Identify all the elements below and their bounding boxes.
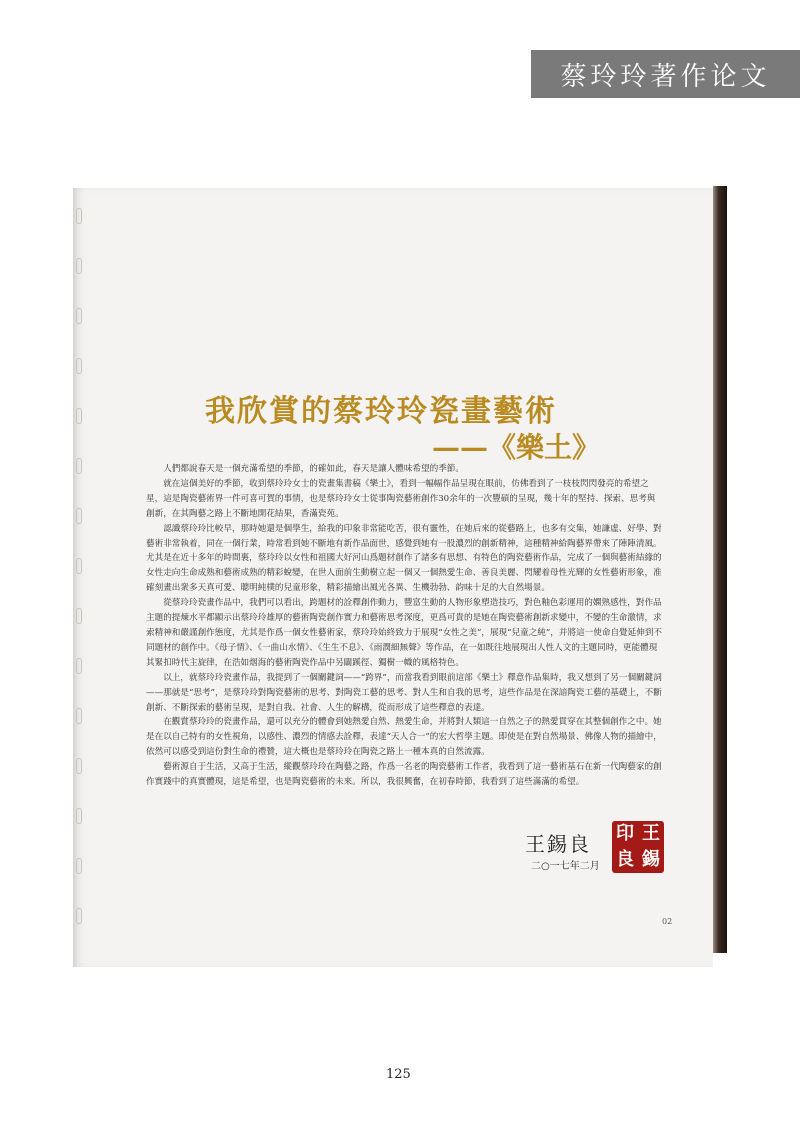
body-paragraph: 從蔡玲玲瓷畫作品中，我們可以看出，跨題材的詮釋創作動力，豐富生動的人物形象塑造技巧，對色釉色彩運用的嫻熟感性，對作品主題的提煉水平都顯示出蔡玲玲雄厚的藝術陶瓷創作實力和藝術思考深度，更爲可貴的是她在陶瓷藝術創新求變中，不變的生命激情，求索精神和嚴謹創作態度，尤其是作爲一個女性藝術家，蔡玲玲始終致力于展現“女性之美”，展現“兒童之純”，并將這一使命自覺延伸到不同題材的創作中。《母子情》、《一曲山水情》、《生生不息》、《雨潤細無聲》等作品，在一如既往地展現出人性人文的主題同時，更能體現其緊扣時代主旋律，在浩如烟海的藝術陶瓷作品中另闢蹊徑、獨樹一幟的風格特色。 bbox=[146, 598, 663, 668]
inner-page-number: 02 bbox=[662, 917, 673, 926]
stitch-mark bbox=[76, 558, 82, 574]
stitch-mark bbox=[76, 758, 82, 774]
stitch-mark bbox=[76, 658, 82, 674]
stitch-mark bbox=[76, 508, 82, 524]
header-banner: 蔡玲玲著作论文 bbox=[531, 50, 800, 98]
stitch-mark bbox=[76, 208, 82, 224]
stitch-mark bbox=[76, 808, 82, 824]
body-paragraph: 藝術源自于生活，又高于生活，縱觀蔡玲玲在陶藝之路，作爲一名老的陶瓷藝術工作者，我看到了這一藝術基石在新一代陶藝家的創作實踐中的真實體現，這是希望，也是陶瓷藝術的未來。所以，我很興奮，在初春時節，我看到了這些滿滿的希望。 bbox=[146, 762, 662, 788]
body-paragraph: 認識蔡玲玲比較早，那時她還是個學生，給我的印象非常能吃苦，很有靈性，在她后來的從藝路上，也多有交集，她謙虛、好學、對藝術非常執着，同在一個行業，時常看到她不斷地有新作品面世，感覺到她有一股濃烈的創新精神，這種精神給陶藝界帶來了陣陣清風。尤其是在近十多年的時間裏，蔡玲玲以女性和祖國大好河山爲題材創作了諸多有思想、有特色的陶瓷藝術作品，完成了一個與藝術結緣的女性走向生命成熟和藝術成熟的精彩蛻變，在世人面前生動樹立起一個又一個熱愛生命、善良美麗、閃耀着母性光輝的女性藝術形象，准確刻畫出衆多天真可愛、聰明純樸的兒童形象，精彩描繪出風光各異、生機勃勃、韵味十足的大自然場景。 bbox=[146, 523, 662, 594]
stitch-mark bbox=[76, 408, 82, 424]
seal-char: 良 bbox=[616, 849, 634, 870]
stitch-mark bbox=[76, 458, 82, 474]
signature-date: 二○一七年二月 bbox=[531, 861, 600, 872]
stitch-mark bbox=[76, 608, 82, 624]
stitch-mark bbox=[76, 908, 82, 924]
book-spine bbox=[713, 186, 727, 953]
stitch-mark bbox=[76, 858, 82, 874]
stitch-mark bbox=[76, 258, 82, 274]
seal-char: 印 bbox=[616, 823, 634, 844]
body-paragraph: 在觀賞蔡玲玲的瓷畫作品，還可以充分的體會到她熱愛自然、熱愛生命，并將對人類這一自然之子的熱愛貫穿在其整個創作之中。她是在以自己特有的女性視角，以感性、濃烈的情感去詮釋，表達“天人合一”的宏大哲學主題。即使是在對自然場景、佛像人物的描繪中，依然可以感受到這份對生命的禮贊，這大概也是蔡玲玲在陶瓷之路上一種本真的自然流露。 bbox=[146, 717, 662, 758]
seal-char: 錫 bbox=[642, 849, 660, 870]
article-subtitle: ——《樂土》 bbox=[432, 431, 601, 464]
body-paragraph: 人們都說春天是一個充滿希望的季節，的確如此，春天是讓人體味希望的季節。 bbox=[163, 464, 464, 474]
seal-char: 王 bbox=[642, 823, 660, 844]
author-signature: 王錫良 bbox=[525, 832, 591, 856]
article-body bbox=[146, 462, 662, 790]
stitch-mark bbox=[76, 308, 82, 324]
stitch-mark bbox=[76, 708, 82, 724]
page-number: 125 bbox=[386, 1067, 411, 1082]
body-paragraph: 就在這個美好的季節，收到蔡玲玲女士的瓷畫集書稿《樂土》，看到一幅幅作品呈現在眼前，仿佛看到了一枝枝閃閃發亮的希望之星，這是陶瓷藝術界一件可喜可賀的事情，也是蔡玲玲女士從事陶瓷藝術創作30余年的一次豐碩的呈現，幾十年的堅持、探索、思考與創新，在其陶藝之路上不斷地開花結果，香滿瓷苑。 bbox=[146, 478, 656, 519]
body-paragraph: 以上，就蔡玲玲瓷畫作品，我提到了一個關鍵詞——“跨界”，而當我看到眼前這部《樂土》釋意作品集時，我又想到了另一個關鍵詞——那就是“思考”，是蔡玲玲對陶瓷藝術的思考、對陶瓷工藝的思考、對人生和自我的思考，這些作品是在深諳陶瓷工藝的基礎上，不斷創新、不斷探索的藝術呈現，是對自我、社會、人生的解構，從而形成了這些釋意的表達。 bbox=[146, 672, 662, 713]
article-title: 我欣賞的蔡玲玲瓷畫藝術 bbox=[205, 394, 557, 429]
stitch-mark bbox=[76, 358, 82, 374]
red-seal-stamp bbox=[612, 821, 664, 873]
binding-stitches bbox=[74, 188, 86, 967]
